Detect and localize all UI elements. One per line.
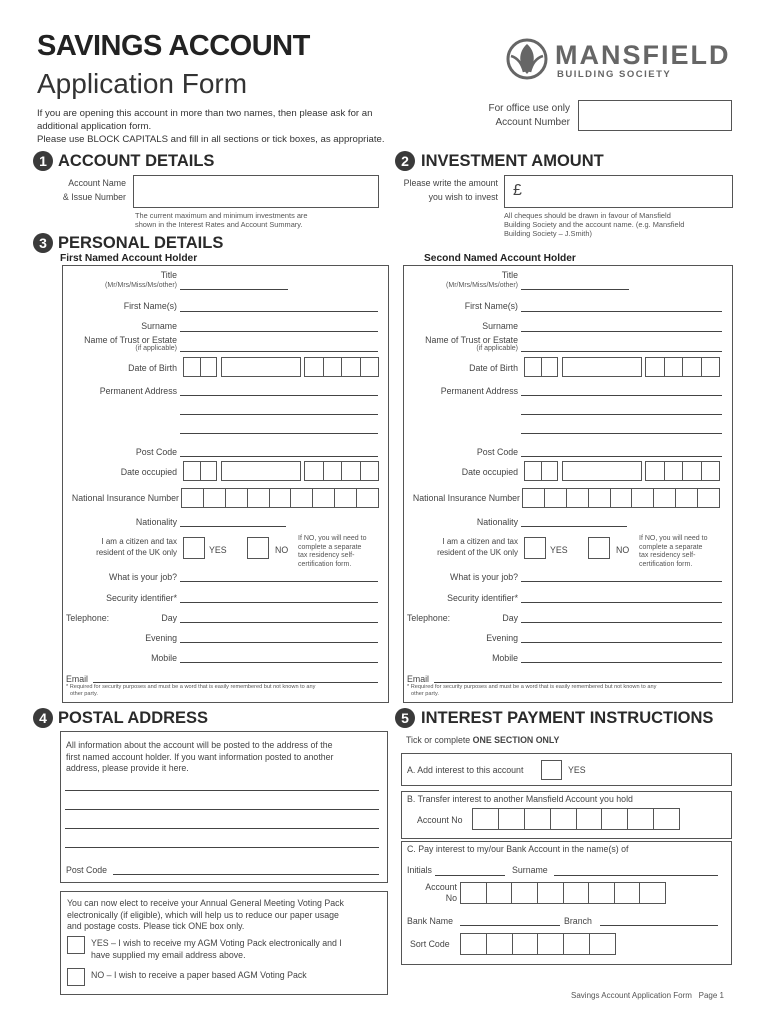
holder2-trust-input[interactable]	[521, 351, 722, 352]
account-note	[135, 211, 308, 229]
postal-address-panel	[60, 731, 388, 883]
option-c-label: C. Pay interest to my/our Bank Account in the name(s) of	[407, 844, 629, 854]
option-c-panel	[401, 841, 732, 965]
digit-cell[interactable]	[461, 934, 486, 954]
digit-cell[interactable]	[563, 934, 589, 954]
digit-cell[interactable]	[486, 883, 512, 903]
digit-cell[interactable]	[601, 809, 627, 829]
holder2-nationality-label: Nationality	[476, 517, 518, 527]
holder1-title-input[interactable]	[180, 289, 288, 290]
section-3-number: 3	[33, 233, 53, 253]
digit-cell[interactable]	[341, 358, 360, 376]
holder2-footnote: * Required for security purposes and must be a word that is easily remembered but not known to any	[407, 684, 657, 690]
holder1-trust-label: Name of Trust or Estate	[84, 335, 177, 345]
holder1-postcode-input[interactable]	[180, 456, 378, 457]
holder1-day-label: Day	[161, 613, 177, 623]
holder2-mobile-label: Mobile	[492, 653, 518, 663]
holder1-address-line-2[interactable]	[180, 414, 378, 415]
holder1-surname-input[interactable]	[180, 331, 378, 332]
holder1-if-no-note: certification form.	[298, 560, 352, 568]
holder1-ni-label: National Insurance Number	[71, 493, 179, 503]
postal-address-heading: POSTAL ADDRESS	[58, 709, 209, 727]
text-line: electronically (if eligible), which will help us to reduce our paper usage	[67, 909, 339, 920]
holder2-first-names-label: First Name(s)	[464, 301, 518, 311]
holder2-date-occupied-label: Date occupied	[461, 467, 518, 477]
second-holder-heading: Second Named Account Holder	[424, 253, 576, 264]
option-c-branch-input[interactable]	[600, 925, 718, 926]
agm-text	[67, 898, 344, 933]
invest-amount-label-2: you wish to invest	[428, 192, 498, 202]
holder1-address-label: Permanent Address	[99, 386, 177, 396]
holder1-first-names-label: First Name(s)	[123, 301, 177, 311]
holder1-evening-input[interactable]	[180, 642, 378, 643]
holder2-email-input[interactable]	[434, 682, 722, 683]
interest-payment-heading: INTEREST PAYMENT INSTRUCTIONS	[421, 709, 714, 727]
note-line: All cheques should be drawn in favour of Mansfield	[504, 211, 671, 220]
digit-cell[interactable]	[550, 809, 576, 829]
option-b-label: B. Transfer interest to another Mansfield Account you hold	[407, 794, 633, 804]
holder2-surname-input[interactable]	[521, 331, 722, 332]
interest-instruction	[406, 735, 559, 745]
office-account-number-input[interactable]	[578, 100, 732, 131]
holder1-nationality-label: Nationality	[135, 517, 177, 527]
intro-line: Please use BLOCK CAPITALS and fill in all sections or tick boxes, as appropriate.	[37, 134, 385, 145]
holder1-first-names-input[interactable]	[180, 311, 378, 312]
first-holder-panel	[62, 265, 389, 703]
note-line: Building Society and the account name. (e.g. Mansfield	[504, 220, 685, 229]
option-c-bank-input[interactable]	[460, 925, 560, 926]
holder1-address-line-1[interactable]	[180, 395, 378, 396]
holder1-citizen-yes-checkbox[interactable]	[183, 537, 205, 559]
holder2-job-label: What is your job?	[450, 572, 518, 582]
first-holder-heading: First Named Account Holder	[60, 253, 198, 264]
digit-cell[interactable]	[614, 883, 640, 903]
holder2-citizen-label-2: resident of the UK only	[437, 548, 518, 557]
holder1-occupied-day[interactable]	[183, 461, 217, 481]
digit-cell[interactable]	[312, 489, 334, 507]
holder2-day-label: Day	[502, 613, 518, 623]
digit-cell[interactable]	[225, 489, 247, 507]
digit-cell[interactable]	[682, 358, 701, 376]
digit-cell[interactable]	[653, 489, 675, 507]
digit-cell[interactable]	[646, 358, 664, 376]
holder1-if-no-note: complete a separate	[298, 543, 362, 551]
digit-cell[interactable]	[697, 489, 719, 507]
holder2-ni-input[interactable]	[522, 488, 720, 508]
text-line: YES – I wish to receive my AGM Voting Pack electronically and I	[91, 938, 342, 948]
page-number: Page 1	[698, 991, 724, 1000]
option-b-panel	[401, 791, 732, 839]
digit-cell[interactable]	[631, 489, 653, 507]
option-c-initials-input[interactable]	[435, 875, 505, 876]
digit-cell[interactable]	[523, 489, 544, 507]
digit-cell[interactable]	[200, 462, 217, 480]
holder1-citizen-label-2: resident of the UK only	[96, 548, 177, 557]
holder2-if-no-note: If NO, you will need to	[639, 535, 708, 542]
holder2-footnote-2: other party.	[411, 691, 439, 697]
office-account-number-label: Account Number	[495, 117, 570, 128]
digit-cell[interactable]	[701, 462, 720, 480]
holder2-dob-year[interactable]	[645, 357, 720, 377]
holder1-email-input[interactable]	[93, 682, 378, 683]
option-b-account-input[interactable]	[472, 808, 680, 830]
digit-cell[interactable]	[544, 489, 566, 507]
postal-address-line-4[interactable]	[65, 847, 379, 848]
option-c-initials-label: Initials	[407, 865, 432, 875]
option-c-account-label: Account	[425, 882, 457, 892]
holder1-date-occupied-label: Date occupied	[120, 467, 177, 477]
holder1-address-line-3[interactable]	[180, 433, 378, 434]
holder1-dob-label: Date of Birth	[128, 363, 177, 373]
section-4-number: 4	[33, 708, 53, 728]
digit-cell[interactable]	[305, 462, 323, 480]
digit-cell[interactable]	[588, 883, 614, 903]
digit-cell[interactable]	[563, 358, 641, 376]
section-1-number: 1	[33, 151, 53, 171]
cheque-note	[504, 211, 684, 238]
digit-cell[interactable]	[563, 462, 641, 480]
holder1-job-input[interactable]	[180, 581, 378, 582]
digit-cell[interactable]	[305, 358, 323, 376]
holder2-postcode-input[interactable]	[521, 456, 722, 457]
holder1-day-input[interactable]	[180, 622, 378, 623]
digit-cell[interactable]	[610, 489, 632, 507]
holder2-occupied-day[interactable]	[524, 461, 558, 481]
digit-cell[interactable]	[473, 809, 498, 829]
option-a-label: A. Add interest to this account	[407, 765, 524, 775]
section-5-number: 5	[395, 708, 415, 728]
note-line: shown in the Interest Rates and Account Summary.	[135, 220, 303, 229]
intro-line: If you are opening this account in more than two names, then please ask for an	[37, 108, 373, 119]
holder2-security-input[interactable]	[521, 602, 722, 603]
footer-title: Savings Account Application Form	[571, 991, 692, 1000]
holder1-security-label: Security identifier*	[106, 593, 177, 603]
agm-no-label: NO – I wish to receive a paper based AGM Voting Pack	[91, 970, 307, 980]
digit-cell[interactable]	[222, 358, 300, 376]
digit-cell[interactable]	[524, 809, 550, 829]
digit-cell[interactable]	[541, 462, 558, 480]
postal-postcode-label: Post Code	[66, 865, 108, 875]
digit-cell[interactable]	[653, 809, 679, 829]
holder2-security-label: Security identifier*	[447, 593, 518, 603]
digit-cell[interactable]	[184, 358, 200, 376]
digit-cell[interactable]	[537, 883, 563, 903]
digit-cell[interactable]	[682, 462, 701, 480]
text-line: All information about the account will be posted to the address of the	[66, 740, 333, 750]
holder2-if-no-note: tax residency self-	[639, 552, 696, 559]
postal-address-line-2[interactable]	[65, 809, 379, 810]
holder1-title-label: Title	[160, 270, 177, 280]
account-name-input[interactable]	[133, 175, 379, 208]
holder2-evening-input[interactable]	[521, 642, 722, 643]
holder2-address-label: Permanent Address	[440, 386, 518, 396]
footer-text	[571, 991, 724, 1000]
instr-bold: ONE SECTION ONLY	[472, 735, 560, 745]
note-line: The current maximum and minimum investments are	[135, 211, 308, 220]
holder1-postcode-label: Post Code	[135, 447, 177, 457]
digit-cell[interactable]	[247, 489, 269, 507]
option-c-branch-label: Branch	[564, 916, 592, 926]
holder2-nationality-input[interactable]	[521, 526, 627, 527]
digit-cell[interactable]	[541, 358, 558, 376]
holder2-address-line-1[interactable]	[521, 395, 722, 396]
digit-cell[interactable]	[525, 462, 541, 480]
holder2-day-input[interactable]	[521, 622, 722, 623]
option-b-account-label: Account No	[417, 815, 463, 825]
postal-address-text	[66, 740, 382, 775]
digit-cell[interactable]	[664, 462, 683, 480]
account-details-heading: ACCOUNT DETAILS	[58, 152, 215, 170]
option-c-surname-label: Surname	[512, 865, 548, 875]
logo-sub: BUILDING SOCIETY	[557, 69, 672, 80]
holder1-citizen-no-label: NO	[275, 545, 289, 555]
holder1-if-no-note: tax residency self-	[298, 552, 355, 559]
holder2-citizen-yes-label: YES	[550, 545, 568, 555]
holder2-first-names-input[interactable]	[521, 311, 722, 312]
option-c-account-input[interactable]	[460, 882, 666, 904]
digit-cell[interactable]	[701, 358, 720, 376]
digit-cell[interactable]	[290, 489, 312, 507]
digit-cell[interactable]	[184, 462, 200, 480]
digit-cell[interactable]	[566, 489, 588, 507]
digit-cell[interactable]	[589, 934, 615, 954]
digit-cell[interactable]	[222, 462, 300, 480]
digit-cell[interactable]	[675, 489, 697, 507]
holder2-citizen-yes-checkbox[interactable]	[524, 537, 546, 559]
option-c-sort-input[interactable]	[460, 933, 616, 955]
holder1-trust-input[interactable]	[180, 351, 378, 352]
holder1-nationality-input[interactable]	[180, 526, 286, 527]
investment-amount-heading: INVESTMENT AMOUNT	[421, 152, 604, 170]
option-c-surname-input[interactable]	[554, 875, 718, 876]
option-a-yes-label: YES	[568, 765, 586, 775]
agm-panel	[60, 891, 388, 995]
digit-cell[interactable]	[511, 883, 537, 903]
text-line: and postage costs. Please tick ONE box only.	[67, 921, 245, 931]
invest-amount-label: Please write the amount	[403, 178, 498, 188]
holder2-postcode-label: Post Code	[476, 447, 518, 457]
digit-cell[interactable]	[627, 809, 653, 829]
digit-cell[interactable]	[664, 358, 683, 376]
digit-cell[interactable]	[537, 934, 563, 954]
intro-text	[37, 107, 447, 146]
text-line: first named account holder. If you want information posted to another	[66, 751, 334, 762]
holder1-occupied-year[interactable]	[304, 461, 379, 481]
personal-details-heading: PERSONAL DETAILS	[58, 234, 224, 252]
office-use-label: For office use only	[488, 103, 570, 114]
digit-cell[interactable]	[323, 358, 342, 376]
postal-address-line-3[interactable]	[65, 828, 379, 829]
option-a-yes-checkbox[interactable]	[541, 760, 562, 780]
digit-cell[interactable]	[646, 462, 664, 480]
holder1-if-no-note: If NO, you will need to	[298, 535, 367, 542]
digit-cell[interactable]	[461, 883, 486, 903]
postal-address-line-1[interactable]	[65, 790, 379, 791]
digit-cell[interactable]	[512, 934, 538, 954]
holder1-citizen-no-checkbox[interactable]	[247, 537, 269, 559]
holder2-trust-label: Name of Trust or Estate	[425, 335, 518, 345]
holder2-telephone-label: Telephone:	[407, 613, 451, 623]
holder2-title-label: Title	[501, 270, 518, 280]
holder1-security-input[interactable]	[180, 602, 378, 603]
digit-cell[interactable]	[323, 462, 342, 480]
holder1-citizen-yes-label: YES	[209, 545, 227, 555]
holder1-surname-label: Surname	[141, 321, 177, 331]
holder1-job-label: What is your job?	[109, 572, 177, 582]
account-name-label: Account Name	[68, 178, 126, 188]
holder2-trust-hint: (if applicable)	[476, 345, 518, 352]
holder2-mobile-input[interactable]	[521, 662, 722, 663]
holder2-citizen-no-label: NO	[616, 545, 630, 555]
agm-no-checkbox[interactable]	[67, 968, 85, 986]
text-line: You can now elect to receive your Annual General Meeting Voting Pack	[67, 898, 344, 908]
digit-cell[interactable]	[360, 462, 379, 480]
digit-cell[interactable]	[498, 809, 524, 829]
holder2-dob-day[interactable]	[524, 357, 558, 377]
digit-cell[interactable]	[203, 489, 225, 507]
option-c-sort-label: Sort Code	[410, 939, 450, 949]
postal-postcode-input[interactable]	[113, 874, 379, 875]
holder2-ni-label: National Insurance Number	[412, 493, 520, 503]
agm-yes-label	[91, 938, 342, 961]
holder2-email-label: Email	[407, 674, 429, 684]
holder2-dob-label: Date of Birth	[469, 363, 518, 373]
digit-cell[interactable]	[486, 934, 512, 954]
option-c-bank-label: Bank Name	[407, 916, 453, 926]
digit-cell[interactable]	[269, 489, 291, 507]
holder1-evening-label: Evening	[145, 633, 177, 643]
holder1-dob-day[interactable]	[183, 357, 217, 377]
digit-cell[interactable]	[356, 489, 378, 507]
holder2-title-hint: (Mr/Mrs/Miss/Ms/other)	[446, 282, 518, 289]
instr-prefix: Tick or complete	[406, 735, 473, 745]
holder1-email-label: Email	[66, 674, 88, 684]
section-2-number: 2	[395, 151, 415, 171]
holder2-job-input[interactable]	[521, 581, 722, 582]
form-title: SAVINGS ACCOUNT	[37, 30, 310, 62]
digit-cell[interactable]	[639, 883, 665, 903]
holder2-address-line-2[interactable]	[521, 414, 722, 415]
holder1-mobile-input[interactable]	[180, 662, 378, 663]
digit-cell[interactable]	[341, 462, 360, 480]
logo-name: MANSFIELD	[555, 40, 731, 70]
holder1-dob-month[interactable]	[221, 357, 301, 377]
holder1-footnote-2: other party.	[70, 691, 98, 697]
intro-line: additional application form.	[37, 121, 152, 132]
digit-cell[interactable]	[360, 358, 379, 376]
holder2-citizen-no-checkbox[interactable]	[588, 537, 610, 559]
text-line: have supplied my email address above.	[91, 949, 246, 960]
holder1-occupied-month[interactable]	[221, 461, 301, 481]
text-line: address, please provide it here.	[66, 763, 189, 773]
issue-number-label: & Issue Number	[62, 192, 126, 202]
digit-cell[interactable]	[200, 358, 217, 376]
digit-cell[interactable]	[182, 489, 203, 507]
holder1-mobile-label: Mobile	[151, 653, 177, 663]
option-a-panel	[401, 753, 732, 786]
digit-cell[interactable]	[563, 883, 589, 903]
digit-cell[interactable]	[525, 358, 541, 376]
digit-cell[interactable]	[334, 489, 356, 507]
holder1-telephone-label: Telephone:	[66, 613, 110, 623]
holder2-occupied-month[interactable]	[562, 461, 642, 481]
holder2-surname-label: Surname	[482, 321, 518, 331]
holder1-citizen-label: I am a citizen and tax	[101, 537, 177, 546]
holder2-if-no-note: certification form.	[639, 560, 693, 568]
digit-cell[interactable]	[576, 809, 602, 829]
holder1-dob-year[interactable]	[304, 357, 379, 377]
note-line: Building Society – J.Smith)	[504, 229, 592, 238]
holder1-title-hint: (Mr/Mrs/Miss/Ms/other)	[105, 282, 177, 289]
pound-sign: £	[513, 182, 522, 199]
second-holder-panel	[403, 265, 733, 703]
option-c-account-label-2: No	[445, 893, 457, 903]
form-subtitle: Application Form	[37, 68, 248, 99]
holder2-evening-label: Evening	[486, 633, 518, 643]
digit-cell[interactable]	[588, 489, 610, 507]
holder1-footnote: * Required for security purposes and must be a word that is easily remembered but not known to any	[66, 684, 316, 690]
investment-amount-input[interactable]	[504, 175, 733, 208]
holder2-if-no-note: complete a separate	[639, 543, 703, 551]
agm-yes-checkbox[interactable]	[67, 936, 85, 954]
holder2-title-input[interactable]	[521, 289, 629, 290]
holder2-dob-month[interactable]	[562, 357, 642, 377]
holder2-citizen-label: I am a citizen and tax	[442, 537, 518, 546]
mansfield-logo-icon	[504, 38, 550, 80]
holder1-trust-hint: (if applicable)	[135, 345, 177, 352]
holder2-occupied-year[interactable]	[645, 461, 720, 481]
holder2-address-line-3[interactable]	[521, 433, 722, 434]
holder1-ni-input[interactable]	[181, 488, 379, 508]
